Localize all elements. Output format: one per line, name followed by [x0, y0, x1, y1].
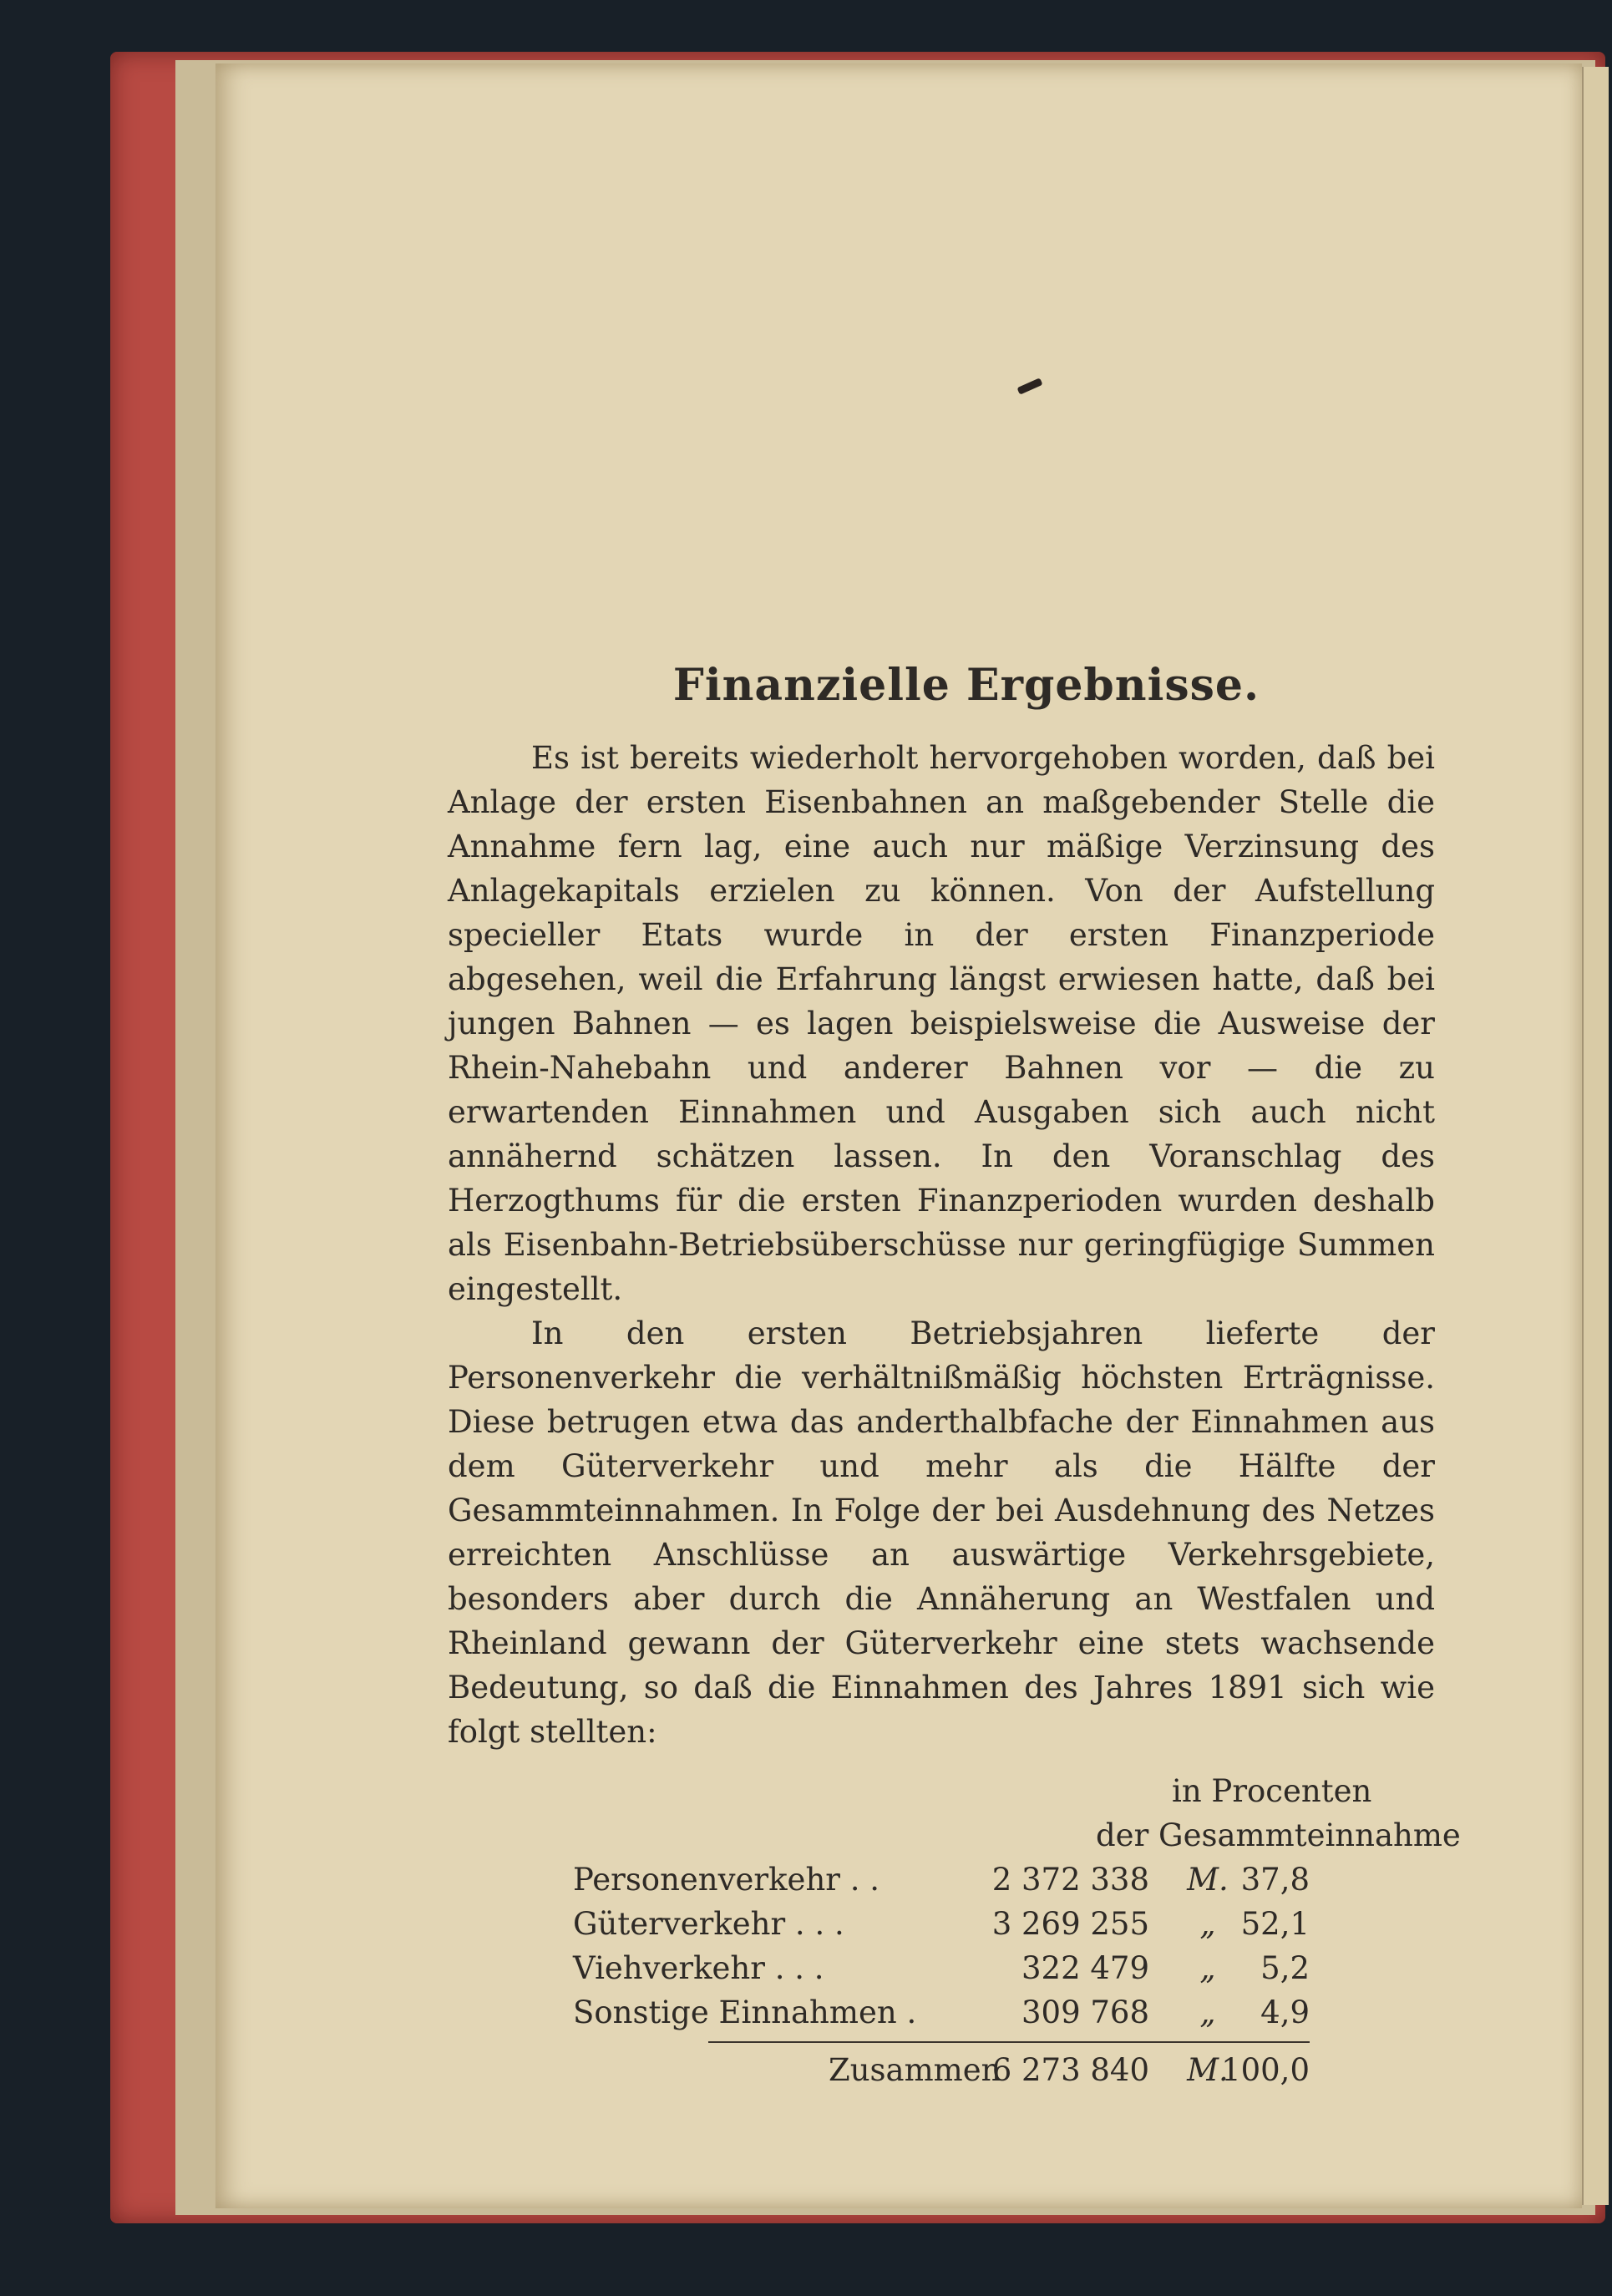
table-row	[448, 1990, 1435, 2035]
row-label: Viehverkehr . . .	[573, 1950, 824, 1986]
row-label: Personenverkehr . .	[573, 1862, 880, 1898]
table-total-row	[448, 2048, 1435, 2092]
total-amount: 6 273 840	[991, 2052, 1149, 2088]
row-percent: 52,1	[1240, 1906, 1310, 1942]
row-label: Sonstige Einnahmen .	[573, 1994, 917, 2030]
row-unit: „	[1199, 1994, 1216, 2030]
paragraph-2: In den ersten Betriebsjahren lieferte der Personenverkehr die verhältnißmäßig höchsten Erträgnisse. Diese betrugen etwa das anderthalbfache der Einnahmen aus dem Güterverkehr und mehr als die Hälfte der Gesammteinnahmen. In Folge der bei Ausdehnung des Netzes erreichten Anschlüsse an auswärtige Verkehrsgebiete, besonders aber durch die Annäherung an Westfalen und Rheinland gewann der Güterverkehr eine stets wachsende Bedeutung, so daß die Einnahmen des Jahres 1891 sich wie folgt stellten:	[448, 1315, 1435, 1750]
table-header-row-2	[448, 1813, 1461, 1858]
row-amount: 2 372 338	[991, 1862, 1149, 1898]
revenue-table	[448, 1769, 1461, 2092]
header-percent-label: in Procenten	[1172, 1773, 1372, 1809]
header-total-label: der Gesammteinnahme	[1096, 1817, 1461, 1853]
table-row	[448, 1946, 1435, 1990]
total-percent: 100,0	[1221, 2052, 1310, 2088]
section-heading: Finanzielle Ergebnisse.	[672, 660, 1260, 711]
row-percent: 4,9	[1260, 1994, 1310, 2030]
total-label: Zusammen	[829, 2052, 1001, 2088]
row-unit: „	[1199, 1950, 1216, 1986]
paragraph-1: Es ist bereits wiederholt hervorgehoben worden, daß bei Anlage der ersten Eisenbahnen an maßgebender Stelle die Annahme fern lag, eine auch nur mäßige Verzinsung des Anlagekapitals erzielen zu können. Von der Aufstellung specieller Etats wurde in der ersten Finanzperiode abgesehen, weil die Erfahrung längst erwiesen hatte, daß bei jungen Bahnen — es lagen beispielsweise die Ausweise der Rhein-Nahebahn und anderer Bahnen vor — die zu erwartenden Einnahmen und Ausgaben sich auch nicht annähernd schätzen lassen. In den Voranschlag des Herzogthums für die ersten Finanzperioden wurden deshalb als Eisenbahn-Betriebsüberschüsse nur geringfügige Summen eingestellt.	[448, 740, 1435, 1307]
row-label: Güterverkehr . . .	[573, 1906, 844, 1942]
table-row	[448, 1902, 1435, 1946]
row-amount: 3 269 255	[991, 1906, 1149, 1942]
row-unit: „	[1199, 1906, 1216, 1942]
table-header-row-1	[448, 1769, 1435, 1813]
row-unit: M.	[1187, 1862, 1229, 1898]
row-amount: 309 768	[1021, 1994, 1149, 2030]
page-content	[448, 660, 1461, 2092]
next-page-edge	[1582, 67, 1609, 2205]
row-percent: 37,8	[1240, 1862, 1310, 1898]
total-unit: M.	[1187, 2052, 1229, 2088]
table-row	[448, 1858, 1435, 1902]
row-amount: 322 479	[1021, 1950, 1149, 1986]
sum-rule	[708, 2041, 1310, 2043]
row-percent: 5,2	[1260, 1950, 1310, 1986]
